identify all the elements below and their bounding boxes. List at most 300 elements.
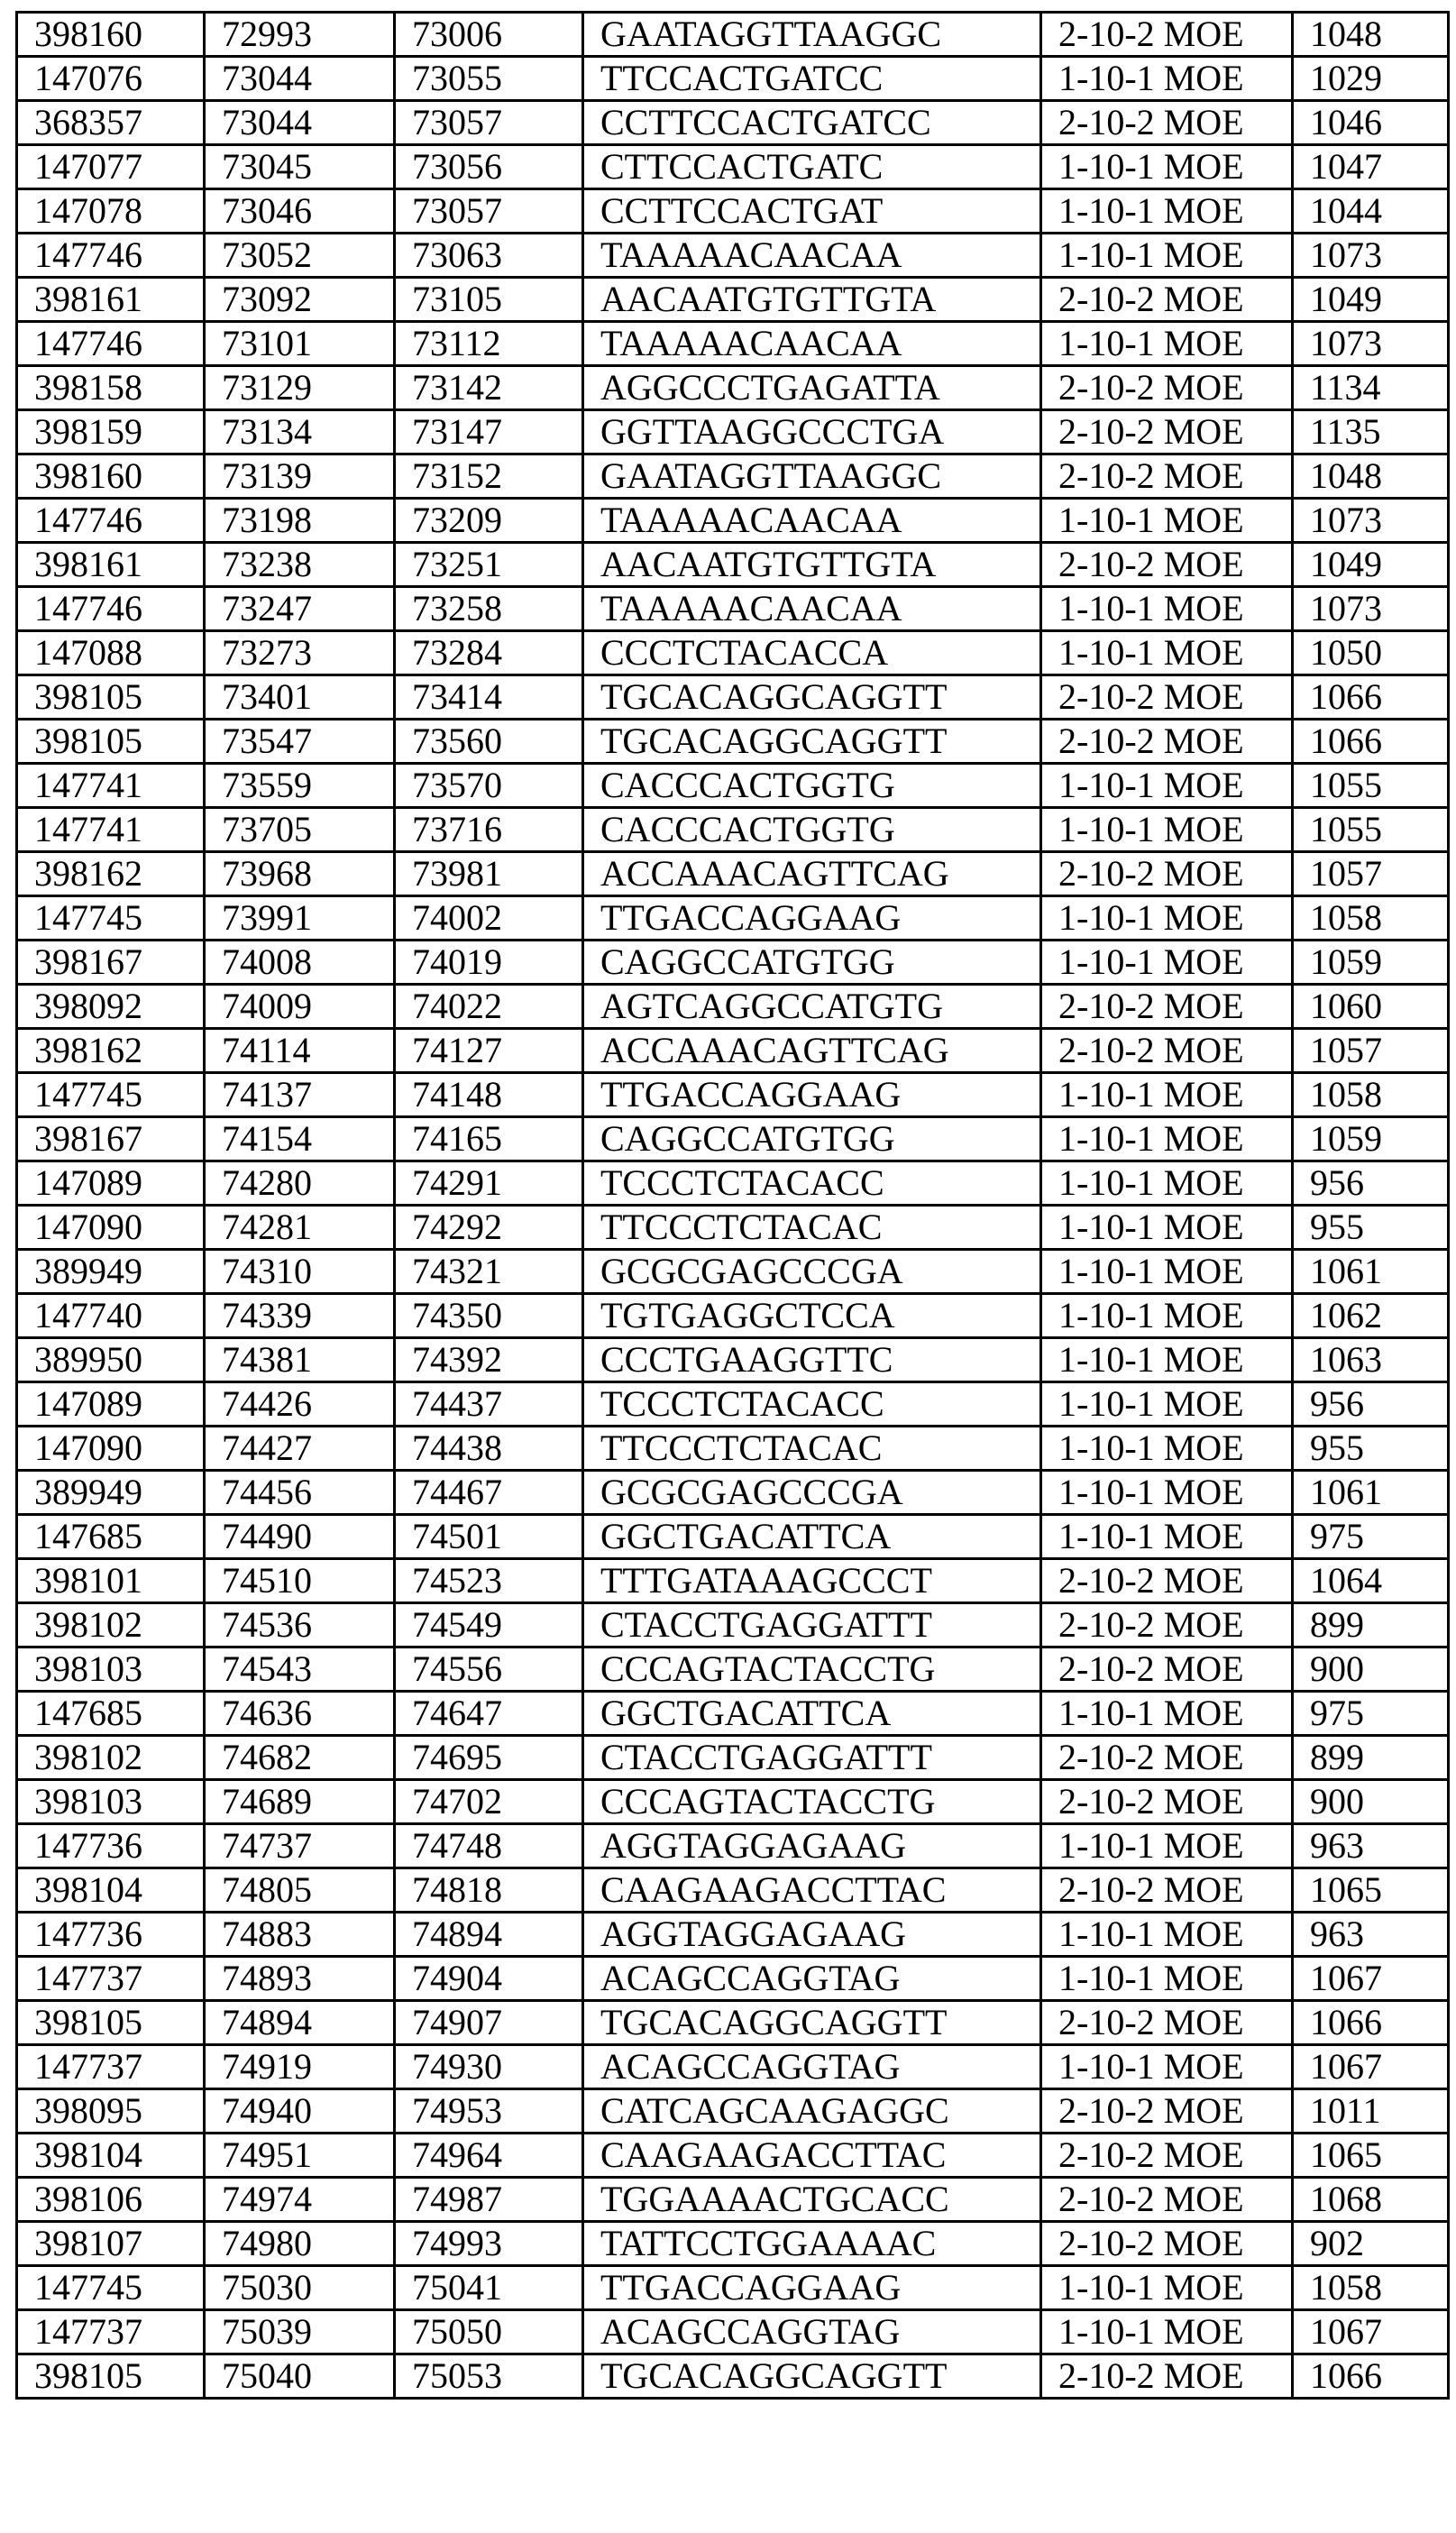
seq-id-cell: 1065 (1293, 1868, 1449, 1913)
sequence-cell: CACCCACTGGTG (583, 808, 1041, 852)
chemistry-cell: 2-10-2 MOE (1041, 1868, 1293, 1913)
start-site-cell: 74490 (205, 1515, 395, 1559)
chemistry-cell: 1-10-1 MOE (1041, 1515, 1293, 1559)
chemistry-cell: 1-10-1 MOE (1041, 941, 1293, 985)
start-site-cell: 74456 (205, 1471, 395, 1515)
table-row (17, 1603, 1449, 1647)
stop-site-cell: 74291 (395, 1161, 583, 1206)
stop-site-cell: 74647 (395, 1692, 583, 1736)
sequence-cell: TAAAAACAACAA (583, 322, 1041, 366)
chemistry-cell: 2-10-2 MOE (1041, 410, 1293, 454)
isis-number-cell: 147078 (17, 189, 205, 234)
sequence-cell: TTTGATAAAGCCCT (583, 1559, 1041, 1603)
chemistry-cell: 1-10-1 MOE (1041, 145, 1293, 189)
isis-number-cell: 147746 (17, 234, 205, 278)
table-row (17, 631, 1449, 675)
sequence-cell: TGTGAGGCTCCA (583, 1294, 1041, 1338)
isis-number-cell: 398104 (17, 2134, 205, 2178)
start-site-cell: 74510 (205, 1559, 395, 1603)
isis-number-cell: 398107 (17, 2222, 205, 2266)
seq-id-cell: 1029 (1293, 57, 1449, 101)
sequence-cell: TTGACCAGGAAG (583, 2266, 1041, 2310)
sequence-cell: ACCAAACAGTTCAG (583, 1029, 1041, 1073)
isis-number-cell: 398105 (17, 720, 205, 764)
seq-id-cell: 1073 (1293, 587, 1449, 631)
seq-id-cell: 956 (1293, 1161, 1449, 1206)
isis-number-cell: 398159 (17, 410, 205, 454)
seq-id-cell: 1067 (1293, 2045, 1449, 2089)
stop-site-cell: 74127 (395, 1029, 583, 1073)
seq-id-cell: 1066 (1293, 720, 1449, 764)
start-site-cell: 74008 (205, 941, 395, 985)
start-site-cell: 73101 (205, 322, 395, 366)
chemistry-cell: 1-10-1 MOE (1041, 1206, 1293, 1250)
table-row (17, 1382, 1449, 1427)
isis-number-cell: 398103 (17, 1647, 205, 1692)
table-row (17, 322, 1449, 366)
seq-id-cell: 1066 (1293, 2354, 1449, 2399)
chemistry-cell: 2-10-2 MOE (1041, 1603, 1293, 1647)
stop-site-cell: 73209 (395, 499, 583, 543)
start-site-cell: 74137 (205, 1073, 395, 1117)
table-row (17, 1515, 1449, 1559)
isis-number-cell: 147745 (17, 1073, 205, 1117)
start-site-cell: 73401 (205, 675, 395, 720)
isis-number-cell: 147089 (17, 1382, 205, 1427)
table-row (17, 720, 1449, 764)
isis-number-cell: 147685 (17, 1692, 205, 1736)
table-row (17, 1029, 1449, 1073)
start-site-cell: 73705 (205, 808, 395, 852)
sequence-cell: GGCTGACATTCA (583, 1515, 1041, 1559)
sequence-cell: TAAAAACAACAA (583, 234, 1041, 278)
seq-id-cell: 1047 (1293, 145, 1449, 189)
isis-number-cell: 147076 (17, 57, 205, 101)
sequence-cell: GAATAGGTTAAGGC (583, 454, 1041, 499)
seq-id-cell: 1066 (1293, 675, 1449, 720)
table-row (17, 2045, 1449, 2089)
sequence-cell: CTACCTGAGGATTT (583, 1603, 1041, 1647)
isis-number-cell: 147088 (17, 631, 205, 675)
seq-id-cell: 1061 (1293, 1471, 1449, 1515)
chemistry-cell: 1-10-1 MOE (1041, 2310, 1293, 2354)
stop-site-cell: 74556 (395, 1647, 583, 1692)
table-row (17, 2178, 1449, 2222)
sequence-cell: TTCCCTCTACAC (583, 1206, 1041, 1250)
start-site-cell: 74339 (205, 1294, 395, 1338)
table-row (17, 675, 1449, 720)
start-site-cell: 73134 (205, 410, 395, 454)
chemistry-cell: 1-10-1 MOE (1041, 1692, 1293, 1736)
table-row (17, 1117, 1449, 1161)
seq-id-cell: 1134 (1293, 366, 1449, 410)
table-row (17, 2089, 1449, 2134)
chemistry-cell: 2-10-2 MOE (1041, 2222, 1293, 2266)
stop-site-cell: 74894 (395, 1913, 583, 1957)
stop-site-cell: 73258 (395, 587, 583, 631)
isis-number-cell: 389949 (17, 1471, 205, 1515)
sequence-cell: ACAGCCAGGTAG (583, 2045, 1041, 2089)
start-site-cell: 74682 (205, 1736, 395, 1780)
chemistry-cell: 1-10-1 MOE (1041, 808, 1293, 852)
start-site-cell: 73044 (205, 57, 395, 101)
sequence-cell: ACCAAACAGTTCAG (583, 852, 1041, 896)
table-row (17, 1736, 1449, 1780)
start-site-cell: 73052 (205, 234, 395, 278)
sequence-cell: GCGCGAGCCCGA (583, 1471, 1041, 1515)
stop-site-cell: 74930 (395, 2045, 583, 2089)
sequence-cell: TGGAAAACTGCACC (583, 2178, 1041, 2222)
start-site-cell: 74310 (205, 1250, 395, 1294)
table-row (17, 234, 1449, 278)
stop-site-cell: 73251 (395, 543, 583, 587)
seq-id-cell: 1011 (1293, 2089, 1449, 2134)
sequence-cell: AGTCAGGCCATGTG (583, 985, 1041, 1029)
table-row (17, 1161, 1449, 1206)
seq-id-cell: 900 (1293, 1647, 1449, 1692)
sequence-cell: CAGGCCATGTGG (583, 941, 1041, 985)
stop-site-cell: 74964 (395, 2134, 583, 2178)
start-site-cell: 74636 (205, 1692, 395, 1736)
start-site-cell: 74009 (205, 985, 395, 1029)
table-row (17, 2222, 1449, 2266)
chemistry-cell: 1-10-1 MOE (1041, 2266, 1293, 2310)
stop-site-cell: 73055 (395, 57, 583, 101)
seq-id-cell: 1059 (1293, 941, 1449, 985)
stop-site-cell: 74748 (395, 1824, 583, 1868)
start-site-cell: 74919 (205, 2045, 395, 2089)
seq-id-cell: 1073 (1293, 499, 1449, 543)
chemistry-cell: 2-10-2 MOE (1041, 2089, 1293, 2134)
table-row (17, 1206, 1449, 1250)
sequence-cell: GGTTAAGGCCCTGA (583, 410, 1041, 454)
stop-site-cell: 74467 (395, 1471, 583, 1515)
sequence-cell: CCCTGAAGGTTC (583, 1338, 1041, 1382)
isis-number-cell: 147746 (17, 499, 205, 543)
isis-number-cell: 147746 (17, 322, 205, 366)
seq-id-cell: 1049 (1293, 278, 1449, 322)
chemistry-cell: 2-10-2 MOE (1041, 1647, 1293, 1692)
seq-id-cell: 955 (1293, 1427, 1449, 1471)
seq-id-cell: 1044 (1293, 189, 1449, 234)
table-row (17, 1692, 1449, 1736)
isis-number-cell: 147736 (17, 1824, 205, 1868)
stop-site-cell: 74292 (395, 1206, 583, 1250)
sequence-cell: CCCAGTACTACCTG (583, 1647, 1041, 1692)
start-site-cell: 74381 (205, 1338, 395, 1382)
sequence-cell: GGCTGACATTCA (583, 1692, 1041, 1736)
start-site-cell: 74940 (205, 2089, 395, 2134)
isis-number-cell: 368357 (17, 101, 205, 145)
seq-id-cell: 975 (1293, 1515, 1449, 1559)
table-row (17, 1073, 1449, 1117)
sequence-cell: TAAAAACAACAA (583, 587, 1041, 631)
chemistry-cell: 1-10-1 MOE (1041, 234, 1293, 278)
table-row (17, 1868, 1449, 1913)
stop-site-cell: 73570 (395, 764, 583, 808)
table-row (17, 1250, 1449, 1294)
sequence-cell: CAAGAAGACCTTAC (583, 1868, 1041, 1913)
stop-site-cell: 74321 (395, 1250, 583, 1294)
table-row (17, 1824, 1449, 1868)
sequence-cell: TATTCCTGGAAAAC (583, 2222, 1041, 2266)
sequence-cell: CCCAGTACTACCTG (583, 1780, 1041, 1824)
chemistry-cell: 1-10-1 MOE (1041, 499, 1293, 543)
seq-id-cell: 1060 (1293, 985, 1449, 1029)
seq-id-cell: 1063 (1293, 1338, 1449, 1382)
isis-number-cell: 147741 (17, 764, 205, 808)
start-site-cell: 73547 (205, 720, 395, 764)
sequence-cell: CAGGCCATGTGG (583, 1117, 1041, 1161)
stop-site-cell: 73142 (395, 366, 583, 410)
stop-site-cell: 74523 (395, 1559, 583, 1603)
start-site-cell: 73045 (205, 145, 395, 189)
seq-id-cell: 1058 (1293, 1073, 1449, 1117)
chemistry-cell: 2-10-2 MOE (1041, 2134, 1293, 2178)
stop-site-cell: 75041 (395, 2266, 583, 2310)
table-row (17, 1338, 1449, 1382)
table-row (17, 1559, 1449, 1603)
sequence-cell: AACAATGTGTTGTA (583, 543, 1041, 587)
chemistry-cell: 2-10-2 MOE (1041, 543, 1293, 587)
isis-number-cell: 398161 (17, 543, 205, 587)
stop-site-cell: 74019 (395, 941, 583, 985)
chemistry-cell: 1-10-1 MOE (1041, 1250, 1293, 1294)
seq-id-cell: 1064 (1293, 1559, 1449, 1603)
chemistry-cell: 2-10-2 MOE (1041, 101, 1293, 145)
chemistry-cell: 1-10-1 MOE (1041, 587, 1293, 631)
start-site-cell: 74974 (205, 2178, 395, 2222)
table-row (17, 764, 1449, 808)
sequence-cell: AACAATGTGTTGTA (583, 278, 1041, 322)
stop-site-cell: 73716 (395, 808, 583, 852)
table-body (17, 13, 1449, 2399)
chemistry-cell: 1-10-1 MOE (1041, 631, 1293, 675)
chemistry-cell: 2-10-2 MOE (1041, 675, 1293, 720)
chemistry-cell: 1-10-1 MOE (1041, 764, 1293, 808)
isis-number-cell: 398104 (17, 1868, 205, 1913)
isis-number-cell: 147745 (17, 896, 205, 941)
stop-site-cell: 73560 (395, 720, 583, 764)
isis-number-cell: 398101 (17, 1559, 205, 1603)
table-row (17, 1427, 1449, 1471)
seq-id-cell: 1058 (1293, 2266, 1449, 2310)
seq-id-cell: 1067 (1293, 1957, 1449, 2001)
sequence-cell: TTCCCTCTACAC (583, 1427, 1041, 1471)
isis-number-cell: 389949 (17, 1250, 205, 1294)
start-site-cell: 74689 (205, 1780, 395, 1824)
isis-number-cell: 147736 (17, 1913, 205, 1957)
isis-number-cell: 398105 (17, 675, 205, 720)
sequence-cell: CCCTCTACACCA (583, 631, 1041, 675)
seq-id-cell: 1062 (1293, 1294, 1449, 1338)
stop-site-cell: 74904 (395, 1957, 583, 2001)
sequence-cell: TGCACAGGCAGGTT (583, 2001, 1041, 2045)
sequence-cell: ACAGCCAGGTAG (583, 2310, 1041, 2354)
chemistry-cell: 2-10-2 MOE (1041, 1559, 1293, 1603)
chemistry-cell: 2-10-2 MOE (1041, 720, 1293, 764)
seq-id-cell: 900 (1293, 1780, 1449, 1824)
sequence-cell: TAAAAACAACAA (583, 499, 1041, 543)
isis-number-cell: 398102 (17, 1603, 205, 1647)
start-site-cell: 73559 (205, 764, 395, 808)
table-row (17, 278, 1449, 322)
sequence-cell: TGCACAGGCAGGTT (583, 720, 1041, 764)
isis-number-cell: 398158 (17, 366, 205, 410)
sequence-cell: CATCAGCAAGAGGC (583, 2089, 1041, 2134)
table-row (17, 2266, 1449, 2310)
chemistry-cell: 1-10-1 MOE (1041, 1161, 1293, 1206)
seq-id-cell: 1049 (1293, 543, 1449, 587)
seq-id-cell: 1057 (1293, 852, 1449, 896)
sequence-cell: TCCCTCTACACC (583, 1382, 1041, 1427)
seq-id-cell: 1048 (1293, 13, 1449, 57)
table-row (17, 499, 1449, 543)
table-row (17, 2310, 1449, 2354)
start-site-cell: 74114 (205, 1029, 395, 1073)
chemistry-cell: 1-10-1 MOE (1041, 1117, 1293, 1161)
seq-id-cell: 1073 (1293, 322, 1449, 366)
isis-number-cell: 398092 (17, 985, 205, 1029)
table-row (17, 366, 1449, 410)
seq-id-cell: 963 (1293, 1824, 1449, 1868)
seq-id-cell: 1050 (1293, 631, 1449, 675)
table-row (17, 2134, 1449, 2178)
chemistry-cell: 2-10-2 MOE (1041, 366, 1293, 410)
chemistry-cell: 1-10-1 MOE (1041, 1338, 1293, 1382)
start-site-cell: 74536 (205, 1603, 395, 1647)
chemistry-cell: 1-10-1 MOE (1041, 1471, 1293, 1515)
seq-id-cell: 1057 (1293, 1029, 1449, 1073)
start-site-cell: 73991 (205, 896, 395, 941)
chemistry-cell: 1-10-1 MOE (1041, 1294, 1293, 1338)
seq-id-cell: 1073 (1293, 234, 1449, 278)
chemistry-cell: 1-10-1 MOE (1041, 1427, 1293, 1471)
start-site-cell: 73968 (205, 852, 395, 896)
table-row (17, 543, 1449, 587)
isis-number-cell: 398160 (17, 13, 205, 57)
oligonucleotide-table (15, 11, 1450, 2400)
isis-number-cell: 398106 (17, 2178, 205, 2222)
stop-site-cell: 75050 (395, 2310, 583, 2354)
table-row (17, 941, 1449, 985)
stop-site-cell: 73414 (395, 675, 583, 720)
stop-site-cell: 73057 (395, 101, 583, 145)
table-row (17, 1471, 1449, 1515)
isis-number-cell: 398105 (17, 2001, 205, 2045)
isis-number-cell: 398095 (17, 2089, 205, 2134)
stop-site-cell: 74437 (395, 1382, 583, 1427)
stop-site-cell: 74148 (395, 1073, 583, 1117)
isis-number-cell: 398167 (17, 941, 205, 985)
stop-site-cell: 74953 (395, 2089, 583, 2134)
seq-id-cell: 1046 (1293, 101, 1449, 145)
isis-number-cell: 147090 (17, 1427, 205, 1471)
seq-id-cell: 1059 (1293, 1117, 1449, 1161)
stop-site-cell: 73056 (395, 145, 583, 189)
stop-site-cell: 74438 (395, 1427, 583, 1471)
chemistry-cell: 1-10-1 MOE (1041, 896, 1293, 941)
chemistry-cell: 2-10-2 MOE (1041, 2354, 1293, 2399)
start-site-cell: 74737 (205, 1824, 395, 1868)
chemistry-cell: 1-10-1 MOE (1041, 1913, 1293, 1957)
start-site-cell: 74951 (205, 2134, 395, 2178)
start-site-cell: 73044 (205, 101, 395, 145)
isis-number-cell: 147741 (17, 808, 205, 852)
start-site-cell: 74543 (205, 1647, 395, 1692)
table-row (17, 587, 1449, 631)
stop-site-cell: 74165 (395, 1117, 583, 1161)
table-row (17, 1294, 1449, 1338)
table-row (17, 985, 1449, 1029)
seq-id-cell: 1061 (1293, 1250, 1449, 1294)
chemistry-cell: 1-10-1 MOE (1041, 57, 1293, 101)
start-site-cell: 74805 (205, 1868, 395, 1913)
table-row (17, 410, 1449, 454)
chemistry-cell: 2-10-2 MOE (1041, 852, 1293, 896)
stop-site-cell: 74549 (395, 1603, 583, 1647)
table-row (17, 852, 1449, 896)
isis-number-cell: 398162 (17, 1029, 205, 1073)
stop-site-cell: 74907 (395, 2001, 583, 2045)
isis-number-cell: 147746 (17, 587, 205, 631)
isis-number-cell: 398162 (17, 852, 205, 896)
sequence-cell: CACCCACTGGTG (583, 764, 1041, 808)
seq-id-cell: 1065 (1293, 2134, 1449, 2178)
stop-site-cell: 73063 (395, 234, 583, 278)
table-row (17, 1957, 1449, 2001)
seq-id-cell: 902 (1293, 2222, 1449, 2266)
start-site-cell: 75040 (205, 2354, 395, 2399)
table-row (17, 454, 1449, 499)
sequence-cell: GCGCGAGCCCGA (583, 1250, 1041, 1294)
sequence-cell: AGGTAGGAGAAG (583, 1913, 1041, 1957)
seq-id-cell: 899 (1293, 1603, 1449, 1647)
chemistry-cell: 2-10-2 MOE (1041, 278, 1293, 322)
table-row (17, 2354, 1449, 2399)
sequence-cell: TTGACCAGGAAG (583, 896, 1041, 941)
start-site-cell: 74893 (205, 1957, 395, 2001)
start-site-cell: 72993 (205, 13, 395, 57)
start-site-cell: 73273 (205, 631, 395, 675)
table-row (17, 808, 1449, 852)
start-site-cell: 73238 (205, 543, 395, 587)
chemistry-cell: 2-10-2 MOE (1041, 1736, 1293, 1780)
table-row (17, 145, 1449, 189)
chemistry-cell: 1-10-1 MOE (1041, 2045, 1293, 2089)
chemistry-cell: 2-10-2 MOE (1041, 2001, 1293, 2045)
table-row (17, 57, 1449, 101)
table-row (17, 189, 1449, 234)
seq-id-cell: 1055 (1293, 808, 1449, 852)
seq-id-cell: 1048 (1293, 454, 1449, 499)
chemistry-cell: 2-10-2 MOE (1041, 985, 1293, 1029)
isis-number-cell: 398160 (17, 454, 205, 499)
stop-site-cell: 74702 (395, 1780, 583, 1824)
isis-number-cell: 147077 (17, 145, 205, 189)
isis-number-cell: 389950 (17, 1338, 205, 1382)
start-site-cell: 74427 (205, 1427, 395, 1471)
stop-site-cell: 73284 (395, 631, 583, 675)
sequence-cell: TGCACAGGCAGGTT (583, 2354, 1041, 2399)
stop-site-cell: 74022 (395, 985, 583, 1029)
sequence-cell: ACAGCCAGGTAG (583, 1957, 1041, 2001)
stop-site-cell: 73147 (395, 410, 583, 454)
stop-site-cell: 74392 (395, 1338, 583, 1382)
stop-site-cell: 75053 (395, 2354, 583, 2399)
table-row (17, 2001, 1449, 2045)
seq-id-cell: 1135 (1293, 410, 1449, 454)
